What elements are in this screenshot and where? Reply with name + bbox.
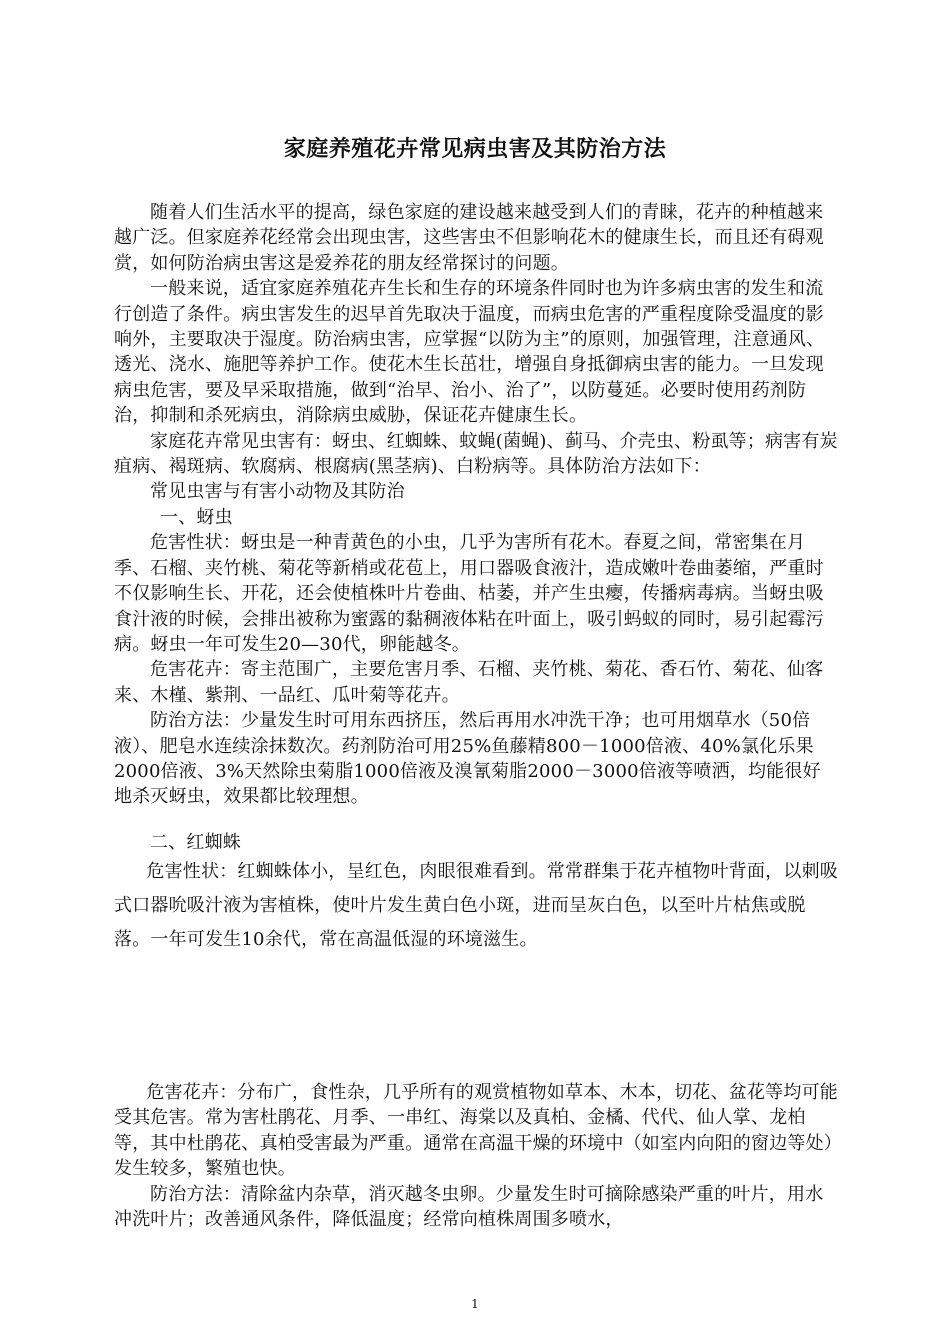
page-title: 家庭养殖花卉常见病虫害及其防治方法	[283, 136, 667, 162]
section-heading-pests: 常见虫害与有害小动物及其防治	[150, 481, 405, 503]
paragraph-aphid-symptoms: 危害性状：蚜虫是一种青黄色的小虫，几乎为害所有花木。春夏之间，常密集在月季、石榴、夹竹桃、菊花等新梢或花苞上，用口器吸食液汁，造成嫩叶卷曲萎缩，严重时不仅影响生长、开花，还会使植株叶片卷曲、枯萎，并产生虫瘿，传播病毒病。当蚜虫吸食汁液的时候，会排出被称为蜜露的黏稠液体粘在叶面上，吸引蚂蚁的同时，易引起霉污病。蚜虫一年可发生20—30代，卵能越冬。	[114, 532, 824, 655]
paragraph-intro: 随着人们生活水平的提高，绿色家庭的建设越来越受到人们的青睐，花卉的种植越来越广泛。但家庭养花经常会出现虫害，这些害虫不但影响花木的健康生长，而且还有碍观赏，如何防治病虫害这是爱养花的朋友经常探讨的问题。	[114, 202, 824, 274]
paragraph-aphid-hosts: 危害花卉：寄主范围广，主要危害月季、石榴、夹竹桃、菊花、香石竹、菊花、仙客来、木槿、紫荆、一品红、瓜叶菊等花卉。	[114, 659, 824, 706]
page-number: 1	[471, 1297, 479, 1311]
document-body	[114, 200, 838, 957]
subheading-aphid: 一、蚜虫	[160, 506, 233, 528]
paragraph-aphid-control: 防治方法：少量发生时可用东西挤压，然后再用水冲洗干净；也可用烟草水（50倍液）、肥皂水连续涂抹数次。药剂防治可用25%鱼藤精800－1000倍液、40%氯化乐果2000倍液、3%天然除虫菊脂1000倍液及溴氰菊脂2000－3000倍液等喷洒，均能很好地杀灭蚜虫，效果都比较理想。	[114, 710, 821, 808]
paragraph-general: 一般来说，适宜家庭养殖花卉生长和生存的环境条件同时也为许多病虫害的发生和流行创造了条件。病虫害发生的迟早首先取决于温度，而病虫危害的严重程度除受温度的影响外，主要取决于湿度。防治病虫害，应掌握“以防为主”的原则，加强管理，注意通风、透光、浇水、施肥等养护工作。使花木生长茁壮，增强自身抵御病虫害的能力。一旦发现病虫危害，要及早采取措施，做到“治早、治小、治了”，以防蔓延。必要时使用药剂防治，抑制和杀死病虫，消除病虫威胁，保证花卉健康生长。	[114, 278, 825, 427]
subheading-red-spider: 二、红蜘蛛	[150, 831, 241, 853]
document-body-continued	[114, 1080, 838, 1232]
paragraph-red-spider-hosts: 危害花卉：分布广，食性杂，几乎所有的观赏植物如草本、木本，切花、盆花等均可能受其危害。常为害杜鹃花、月季、一串红、海棠以及真柏、金橘、代代、仙人掌、龙柏等，其中杜鹃花、真柏受害最为严重。通常在高温干燥的环境中（如室内向阳的窗边等处）发生较多，繁殖也快。	[114, 1082, 838, 1180]
paragraph-red-spider-control: 防治方法：清除盆内杂草，消灭越冬虫卵。少量发生时可摘除感染严重的叶片，用水冲洗叶片；改善通风条件，降低温度；经常向植株周围多喷水，	[114, 1183, 824, 1231]
paragraph-red-spider-symptoms: 危害性状：红蜘蛛体小，呈红色，肉眼很难看到。常常群集于花卉植物叶背面，以刺吸式口器吮吸汁液为害植株，使叶片发生黄白色小斑，进而呈灰白色，以至叶片枯焦或脱落。一年可发生10余代，常在高温低湿的环境滋生。	[114, 861, 838, 951]
paragraph-common-pests: 家庭花卉常见虫害有：蚜虫、红蜘蛛、蚊蝇(菌蝇)、蓟马、介壳虫、粉虱等；病害有炭疽病、褐斑病、软腐病、根腐病(黑茎病)、白粉病等。具体防治方法如下：	[114, 430, 838, 478]
